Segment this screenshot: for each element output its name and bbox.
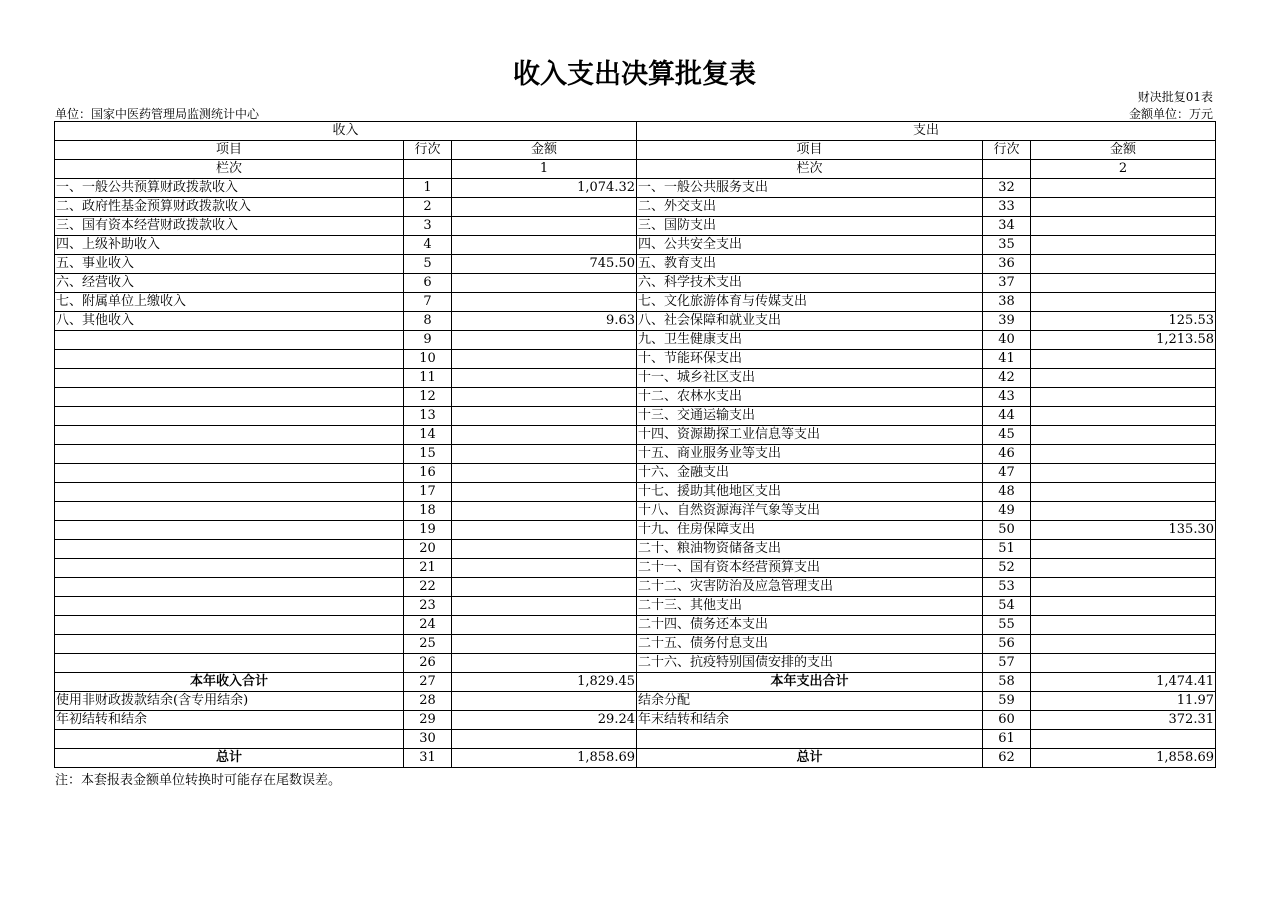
expense-amount-cell	[1031, 616, 1216, 635]
expense-item-cell: 二十、粮油物资储备支出	[637, 540, 983, 559]
income-amount-cell	[452, 559, 637, 578]
income-line-cell: 9	[404, 331, 452, 350]
expense-item-cell: 四、公共安全支出	[637, 236, 983, 255]
income-line-cell: 14	[404, 426, 452, 445]
expense-amount-cell	[1031, 597, 1216, 616]
table-row	[55, 502, 1216, 521]
income-amount-cell	[452, 274, 637, 293]
income-amount-cell	[452, 388, 637, 407]
income-item-cell	[55, 426, 404, 445]
table-row	[55, 521, 1216, 540]
income-amount-cell	[452, 654, 637, 673]
table-row	[55, 388, 1216, 407]
income-item-cell: 本年收入合计	[55, 673, 404, 692]
table-row	[55, 635, 1216, 654]
expense-amount-cell: 125.53	[1031, 312, 1216, 331]
expense-amount-cell	[1031, 179, 1216, 198]
income-amount-index: 1	[452, 160, 637, 179]
table-row	[55, 426, 1216, 445]
income-amount-header: 金额	[452, 141, 637, 160]
income-amount-cell: 1,858.69	[452, 749, 637, 768]
table-row	[55, 749, 1216, 768]
table-row	[55, 483, 1216, 502]
income-amount-cell	[452, 331, 637, 350]
income-line-cell: 20	[404, 540, 452, 559]
income-line-cell: 7	[404, 293, 452, 312]
income-amount-cell	[452, 426, 637, 445]
income-amount-cell	[452, 293, 637, 312]
expense-item-cell: 二十二、灾害防治及应急管理支出	[637, 578, 983, 597]
income-item-cell: 五、事业收入	[55, 255, 404, 274]
expense-line-cell: 42	[983, 369, 1031, 388]
income-item-cell	[55, 654, 404, 673]
income-amount-cell: 1,074.32	[452, 179, 637, 198]
expense-line-cell: 39	[983, 312, 1031, 331]
income-item-cell: 三、国有资本经营财政拨款收入	[55, 217, 404, 236]
expense-line-cell: 55	[983, 616, 1031, 635]
table-row	[55, 331, 1216, 350]
income-amount-cell: 1,829.45	[452, 673, 637, 692]
expense-item-cell	[637, 730, 983, 749]
expense-item-cell: 年末结转和结余	[637, 711, 983, 730]
income-line-cell: 13	[404, 407, 452, 426]
expense-amount-index: 2	[1031, 160, 1216, 179]
income-line-index-cell	[404, 160, 452, 179]
expense-line-cell: 34	[983, 217, 1031, 236]
income-amount-cell	[452, 730, 637, 749]
income-item-cell	[55, 464, 404, 483]
expense-item-cell: 六、科学技术支出	[637, 274, 983, 293]
income-amount-cell	[452, 483, 637, 502]
income-item-cell	[55, 540, 404, 559]
table-row	[55, 597, 1216, 616]
expense-item-cell: 三、国防支出	[637, 217, 983, 236]
income-amount-cell	[452, 350, 637, 369]
expense-amount-cell	[1031, 407, 1216, 426]
income-amount-cell	[452, 407, 637, 426]
expense-item-cell: 十、节能环保支出	[637, 350, 983, 369]
table-row	[55, 179, 1216, 198]
income-item-cell	[55, 388, 404, 407]
expense-amount-cell	[1031, 293, 1216, 312]
income-line-cell: 12	[404, 388, 452, 407]
table-row	[55, 255, 1216, 274]
expense-item-cell: 二十五、债务付息支出	[637, 635, 983, 654]
expense-line-cell: 51	[983, 540, 1031, 559]
income-line-cell: 15	[404, 445, 452, 464]
table-row	[55, 293, 1216, 312]
expense-line-cell: 53	[983, 578, 1031, 597]
income-line-cell: 18	[404, 502, 452, 521]
table-body	[55, 179, 1216, 768]
income-line-header: 行次	[404, 141, 452, 160]
income-line-cell: 11	[404, 369, 452, 388]
income-item-cell: 年初结转和结余	[55, 711, 404, 730]
income-item-cell: 七、附属单位上缴收入	[55, 293, 404, 312]
expense-amount-cell: 1,213.58	[1031, 331, 1216, 350]
income-amount-cell	[452, 445, 637, 464]
expense-amount-cell	[1031, 578, 1216, 597]
expense-amount-cell	[1031, 426, 1216, 445]
form-number: 财决批复01表	[1137, 90, 1213, 104]
income-line-cell: 24	[404, 616, 452, 635]
expense-item-cell: 一、一般公共服务支出	[637, 179, 983, 198]
table-row	[55, 312, 1216, 331]
income-item-cell	[55, 331, 404, 350]
table-row	[55, 673, 1216, 692]
expense-line-cell: 60	[983, 711, 1031, 730]
income-line-cell: 26	[404, 654, 452, 673]
expense-amount-cell	[1031, 483, 1216, 502]
expense-column-label: 栏次	[637, 160, 983, 179]
expense-item-cell: 十七、援助其他地区支出	[637, 483, 983, 502]
income-line-cell: 30	[404, 730, 452, 749]
expense-amount-header: 金额	[1031, 141, 1216, 160]
table-row	[55, 445, 1216, 464]
table-row	[55, 692, 1216, 711]
expense-item-cell: 十二、农林水支出	[637, 388, 983, 407]
expense-item-cell: 十三、交通运输支出	[637, 407, 983, 426]
expense-item-cell: 二十三、其他支出	[637, 597, 983, 616]
income-item-cell: 总计	[55, 749, 404, 768]
income-amount-cell	[452, 464, 637, 483]
expense-line-cell: 62	[983, 749, 1031, 768]
expense-line-cell: 47	[983, 464, 1031, 483]
expense-amount-cell	[1031, 198, 1216, 217]
income-item-cell	[55, 635, 404, 654]
expense-amount-cell	[1031, 502, 1216, 521]
income-item-cell	[55, 559, 404, 578]
footnote: 注：本套报表金额单位转换时可能存在尾数误差。	[55, 773, 342, 788]
expense-line-cell: 40	[983, 331, 1031, 350]
expense-amount-cell	[1031, 540, 1216, 559]
income-line-cell: 2	[404, 198, 452, 217]
income-item-cell	[55, 369, 404, 388]
expense-line-cell: 33	[983, 198, 1031, 217]
budget-table	[54, 121, 1216, 768]
table-row	[55, 730, 1216, 749]
income-line-cell: 17	[404, 483, 452, 502]
income-item-cell	[55, 521, 404, 540]
table-row	[55, 559, 1216, 578]
income-line-cell: 25	[404, 635, 452, 654]
income-item-cell: 四、上级补助收入	[55, 236, 404, 255]
expense-line-header: 行次	[983, 141, 1031, 160]
income-amount-cell: 9.63	[452, 312, 637, 331]
income-amount-cell	[452, 597, 637, 616]
income-item-cell	[55, 578, 404, 597]
expense-item-cell: 五、教育支出	[637, 255, 983, 274]
expense-item-cell: 十九、住房保障支出	[637, 521, 983, 540]
expense-amount-cell	[1031, 635, 1216, 654]
income-amount-cell	[452, 521, 637, 540]
table-row	[55, 464, 1216, 483]
income-item-cell	[55, 350, 404, 369]
expense-item-header: 项目	[637, 141, 983, 160]
income-amount-cell	[452, 540, 637, 559]
income-item-cell	[55, 502, 404, 521]
income-line-cell: 8	[404, 312, 452, 331]
expense-amount-cell: 1,474.41	[1031, 673, 1216, 692]
expense-line-cell: 61	[983, 730, 1031, 749]
income-item-cell	[55, 597, 404, 616]
expense-item-cell: 十六、金融支出	[637, 464, 983, 483]
table-row	[55, 198, 1216, 217]
expense-item-cell: 八、社会保障和就业支出	[637, 312, 983, 331]
expense-item-cell: 结余分配	[637, 692, 983, 711]
expense-section-header: 支出	[637, 122, 1216, 141]
header-row-column-index	[55, 160, 1216, 179]
expense-amount-cell	[1031, 217, 1216, 236]
page-title: 收入支出决算批复表	[513, 59, 756, 90]
table-row	[55, 274, 1216, 293]
income-line-cell: 6	[404, 274, 452, 293]
income-amount-cell	[452, 692, 637, 711]
income-item-cell	[55, 616, 404, 635]
income-item-cell	[55, 445, 404, 464]
expense-item-cell: 七、文化旅游体育与传媒支出	[637, 293, 983, 312]
unit-label: 单位：国家中医药管理局监测统计中心	[55, 107, 260, 121]
income-amount-cell	[452, 217, 637, 236]
table-row	[55, 217, 1216, 236]
expense-item-cell: 十八、自然资源海洋气象等支出	[637, 502, 983, 521]
income-line-cell: 5	[404, 255, 452, 274]
expense-line-cell: 36	[983, 255, 1031, 274]
expense-line-cell: 50	[983, 521, 1031, 540]
expense-line-cell: 57	[983, 654, 1031, 673]
income-item-cell	[55, 483, 404, 502]
expense-item-cell: 九、卫生健康支出	[637, 331, 983, 350]
income-amount-cell	[452, 616, 637, 635]
income-item-cell: 六、经营收入	[55, 274, 404, 293]
expense-item-cell: 二、外交支出	[637, 198, 983, 217]
expense-amount-cell	[1031, 255, 1216, 274]
expense-line-cell: 35	[983, 236, 1031, 255]
income-item-cell: 一、一般公共预算财政拨款收入	[55, 179, 404, 198]
expense-line-cell: 41	[983, 350, 1031, 369]
expense-item-cell: 二十六、抗疫特别国债安排的支出	[637, 654, 983, 673]
expense-amount-cell	[1031, 730, 1216, 749]
expense-amount-cell	[1031, 445, 1216, 464]
income-amount-cell	[452, 635, 637, 654]
table-row	[55, 654, 1216, 673]
income-line-cell: 16	[404, 464, 452, 483]
income-amount-cell	[452, 578, 637, 597]
expense-amount-cell: 11.97	[1031, 692, 1216, 711]
table-row	[55, 236, 1216, 255]
expense-amount-cell	[1031, 654, 1216, 673]
table-row	[55, 578, 1216, 597]
expense-line-cell: 59	[983, 692, 1031, 711]
expense-line-cell: 37	[983, 274, 1031, 293]
income-line-cell: 4	[404, 236, 452, 255]
expense-line-cell: 54	[983, 597, 1031, 616]
income-line-cell: 27	[404, 673, 452, 692]
expense-line-cell: 58	[983, 673, 1031, 692]
income-amount-cell	[452, 502, 637, 521]
expense-line-cell: 32	[983, 179, 1031, 198]
expense-line-cell: 56	[983, 635, 1031, 654]
income-line-cell: 23	[404, 597, 452, 616]
expense-amount-cell: 372.31	[1031, 711, 1216, 730]
expense-amount-cell	[1031, 559, 1216, 578]
income-amount-cell	[452, 369, 637, 388]
income-line-cell: 22	[404, 578, 452, 597]
expense-amount-cell	[1031, 388, 1216, 407]
expense-amount-cell	[1031, 350, 1216, 369]
income-line-cell: 29	[404, 711, 452, 730]
income-line-cell: 31	[404, 749, 452, 768]
income-line-cell: 19	[404, 521, 452, 540]
income-amount-cell: 29.24	[452, 711, 637, 730]
expense-amount-cell	[1031, 274, 1216, 293]
expense-line-cell: 43	[983, 388, 1031, 407]
income-amount-cell	[452, 236, 637, 255]
table-row	[55, 369, 1216, 388]
income-item-cell	[55, 407, 404, 426]
expense-item-cell: 十四、资源勘探工业信息等支出	[637, 426, 983, 445]
expense-item-cell: 十五、商业服务业等支出	[637, 445, 983, 464]
income-line-cell: 1	[404, 179, 452, 198]
table-row	[55, 616, 1216, 635]
expense-line-cell: 48	[983, 483, 1031, 502]
income-line-cell: 3	[404, 217, 452, 236]
income-line-cell: 10	[404, 350, 452, 369]
expense-line-cell: 44	[983, 407, 1031, 426]
income-line-cell: 28	[404, 692, 452, 711]
table-row	[55, 711, 1216, 730]
expense-item-cell: 二十一、国有资本经营预算支出	[637, 559, 983, 578]
expense-item-cell: 本年支出合计	[637, 673, 983, 692]
expense-line-cell: 52	[983, 559, 1031, 578]
header-row-columns	[55, 141, 1216, 160]
expense-amount-cell: 135.30	[1031, 521, 1216, 540]
income-section-header: 收入	[55, 122, 637, 141]
income-line-cell: 21	[404, 559, 452, 578]
expense-line-cell: 49	[983, 502, 1031, 521]
money-unit-label: 金额单位：万元	[1128, 107, 1213, 121]
income-item-cell: 八、其他收入	[55, 312, 404, 331]
expense-line-cell: 45	[983, 426, 1031, 445]
income-item-cell	[55, 730, 404, 749]
table-row	[55, 540, 1216, 559]
expense-amount-cell	[1031, 236, 1216, 255]
expense-item-cell: 二十四、债务还本支出	[637, 616, 983, 635]
table-row	[55, 350, 1216, 369]
expense-amount-cell: 1,858.69	[1031, 749, 1216, 768]
income-item-header: 项目	[55, 141, 404, 160]
income-item-cell: 使用非财政拨款结余(含专用结余)	[55, 692, 404, 711]
income-amount-cell	[452, 198, 637, 217]
expense-amount-cell	[1031, 369, 1216, 388]
table-row	[55, 407, 1216, 426]
income-column-label: 栏次	[55, 160, 404, 179]
income-item-cell: 二、政府性基金预算财政拨款收入	[55, 198, 404, 217]
expense-item-cell: 总计	[637, 749, 983, 768]
expense-line-cell: 46	[983, 445, 1031, 464]
header-row-sections	[55, 122, 1216, 141]
income-amount-cell: 745.50	[452, 255, 637, 274]
expense-line-index-cell	[983, 160, 1031, 179]
expense-amount-cell	[1031, 464, 1216, 483]
expense-item-cell: 十一、城乡社区支出	[637, 369, 983, 388]
expense-line-cell: 38	[983, 293, 1031, 312]
